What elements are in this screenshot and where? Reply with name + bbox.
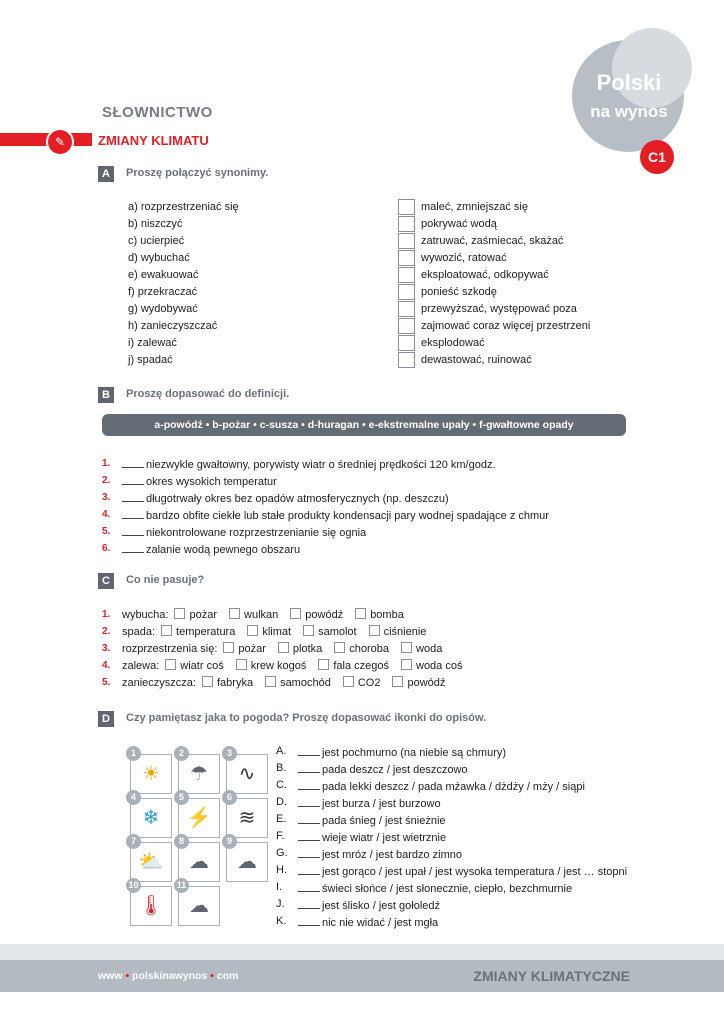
wind-icon: ∿	[226, 754, 268, 794]
answer-blank[interactable]	[298, 813, 320, 824]
synonym-left-item: g) wydobywać	[128, 303, 198, 315]
description-letter: J.	[276, 898, 285, 910]
synonym-left-item: j) spadać	[128, 354, 173, 366]
description-letter: D.	[276, 796, 287, 808]
synonym-right-item: wywozić, ratować	[421, 252, 507, 264]
option-checkbox[interactable]	[401, 642, 412, 653]
description-letter: I.	[276, 881, 283, 893]
option-label: wiatr coś	[180, 660, 224, 672]
logo-circle-accent	[612, 28, 692, 108]
option-checkbox[interactable]	[401, 659, 412, 670]
item-number: 2.	[102, 475, 111, 486]
fog-icon: ≋	[226, 798, 268, 838]
row-label: wybucha:	[122, 609, 169, 621]
option-checkbox[interactable]	[278, 642, 289, 653]
description-text: jest gorąco / jest upał / jest wysoka temperatura / jest … stopni	[322, 866, 628, 878]
definition-text: niekontrolowane rozprzestrzenianie się ognia	[146, 527, 367, 539]
option-label: ciśnienie	[383, 626, 427, 638]
answer-blank[interactable]	[298, 864, 320, 875]
section-c-instruction: Co nie pasuje?	[126, 574, 205, 586]
item-number: 5.	[102, 526, 111, 537]
item-number: 3.	[102, 492, 111, 503]
description-item	[298, 830, 446, 844]
icon-number: 7	[126, 834, 141, 849]
option-label: pożar	[189, 609, 218, 621]
description-letter: H.	[276, 864, 287, 876]
option-label: pożar	[238, 643, 266, 655]
synonym-right-item: pokrywać wodą	[421, 218, 497, 230]
icon-number: 1	[126, 746, 141, 761]
option-checkbox[interactable]	[369, 625, 380, 636]
section-b-instruction: Proszę dopasować do definicji.	[126, 388, 290, 400]
option-label: temperatura	[176, 626, 236, 638]
option-checkbox[interactable]	[265, 676, 276, 687]
footer-url-part1: www	[98, 970, 123, 982]
description-letter: C.	[276, 779, 287, 791]
synonym-right-item: dewastować, ruinować	[421, 354, 532, 366]
option-label: fala czegoś	[333, 660, 389, 672]
description-letter: B.	[276, 762, 287, 774]
option-checkbox[interactable]	[303, 625, 314, 636]
odd-one-out-row	[122, 676, 451, 689]
answer-blank[interactable]	[122, 508, 144, 519]
sun-icon: ☀	[130, 754, 172, 794]
description-item	[298, 864, 627, 878]
answer-blank[interactable]	[298, 796, 320, 807]
definition-text: okres wysokich temperatur	[146, 476, 277, 488]
description-letter: G.	[276, 847, 288, 859]
option-checkbox[interactable]	[247, 625, 258, 636]
synonym-right-item: zatruwać, zaśmiecać, skażać	[421, 235, 564, 247]
description-text: pada śnieg / jest śnieżnie	[322, 815, 446, 827]
definition-item	[122, 508, 549, 522]
description-text: nic nie widać / jest mgła	[322, 917, 439, 929]
option-checkbox[interactable]	[165, 659, 176, 670]
answer-box[interactable]	[398, 216, 415, 232]
description-item	[298, 779, 585, 793]
definition-text: długotrwały okres bez opadów atmosferycznych (np. deszczu)	[146, 493, 449, 505]
odd-one-out-row	[122, 642, 448, 655]
synonym-left-item: i) zalewać	[128, 337, 177, 349]
description-letter: A.	[276, 745, 287, 757]
option-checkbox[interactable]	[229, 608, 240, 619]
logo-line2: na wynos	[590, 102, 668, 121]
option-label: choroba	[349, 643, 390, 655]
option-label: samochód	[280, 677, 331, 689]
description-item	[298, 796, 441, 810]
definition-item	[122, 525, 366, 539]
icon-number: 3	[222, 746, 237, 761]
item-number: 4.	[102, 660, 111, 671]
partly-cloudy-icon: ⛅	[130, 842, 172, 882]
answer-blank[interactable]	[122, 457, 144, 468]
synonym-left-item: d) wybuchać	[128, 252, 190, 264]
description-text: świeci słońce / jest słonecznie, ciepło, bezchmurnie	[322, 883, 573, 895]
synonym-right-item: przewyższać, występować poza	[421, 303, 577, 315]
footer-url-part3: com	[216, 970, 239, 982]
item-number: 5.	[102, 677, 111, 688]
snow-icon: ❄	[130, 798, 172, 838]
definition-text: bardzo obfite ciekłe lub stałe produkty kondensacji pary wodnej spadające z chmur	[146, 510, 549, 522]
icon-number: 11	[174, 878, 189, 893]
icon-number: 10	[126, 878, 141, 893]
description-text: wieje wiatr / jest wietrznie	[322, 832, 447, 844]
answer-blank[interactable]	[298, 830, 320, 841]
option-label: powódź	[305, 609, 344, 621]
answer-box[interactable]	[398, 267, 415, 283]
option-checkbox[interactable]	[343, 676, 354, 687]
logo-line1: Polski	[596, 70, 662, 95]
synonym-left-item: h) zanieczyszczać	[128, 320, 218, 332]
footer-url-dot: •	[210, 970, 214, 982]
description-text: jest ślisko / jest gołoledź	[322, 900, 440, 912]
answer-box[interactable]	[398, 233, 415, 249]
synonym-left-item: a) rozprzestrzeniać się	[128, 201, 239, 213]
description-text: pada deszcz / jest deszczowo	[322, 764, 468, 776]
description-item	[298, 745, 506, 759]
answer-box[interactable]	[398, 318, 415, 334]
description-letter: E.	[276, 813, 287, 825]
icon-number: 9	[222, 834, 237, 849]
section-c-letter: C	[98, 573, 114, 589]
definition-text: niezwykle gwałtowny, porywisty wiatr o średniej prędkości 120 km/godz.	[146, 459, 496, 471]
option-label: bomba	[370, 609, 404, 621]
answer-blank[interactable]	[298, 745, 320, 756]
answer-box[interactable]	[398, 284, 415, 300]
option-label: plotka	[292, 643, 323, 655]
section-title: SŁOWNICTWO	[102, 104, 213, 121]
description-item	[298, 813, 446, 827]
definition-text: zalanie wodą pewnego obszaru	[146, 544, 301, 556]
answer-blank[interactable]	[298, 915, 320, 926]
hail-icon: ☁	[178, 842, 220, 882]
rain-icon: ☂	[178, 754, 220, 794]
synonym-right-item: maleć, zmniejszać się	[421, 201, 528, 213]
answer-box[interactable]	[398, 335, 415, 351]
answer-blank[interactable]	[122, 542, 144, 553]
answer-blank[interactable]	[298, 898, 320, 909]
description-item	[298, 898, 440, 912]
answer-box[interactable]	[398, 301, 415, 317]
synonym-right-item: eksploatować, odkopywać	[421, 269, 549, 281]
option-label: krew kogoś	[250, 660, 307, 672]
description-text: pada lekki deszcz / pada mżawka / dżdży / mży / siąpi	[322, 781, 585, 793]
item-number: 1.	[102, 609, 111, 620]
option-label: samolot	[318, 626, 357, 638]
item-number: 3.	[102, 643, 111, 654]
icon-number: 2	[174, 746, 189, 761]
footer-title: ZMIANY KLIMATYCZNE	[473, 968, 630, 984]
drizzle-icon: ☁	[226, 842, 268, 882]
synonym-left-item: f) przekraczać	[128, 286, 198, 298]
synonym-right-item: eksplodować	[421, 337, 485, 349]
option-label: fabryka	[216, 677, 254, 689]
row-label: spada:	[122, 626, 156, 638]
definition-item	[122, 474, 277, 488]
description-text: jest burza / jest burzowo	[322, 798, 441, 810]
footer-stripe	[0, 944, 724, 960]
section-d-instruction: Czy pamiętasz jaka to pogoda? Proszę dopasować ikonki do opisów.	[126, 712, 487, 724]
footer-url[interactable]	[98, 970, 238, 982]
definition-item	[122, 542, 300, 556]
odd-one-out-row	[122, 659, 468, 672]
row-label: rozprzestrzenia się:	[122, 643, 218, 655]
option-label: woda coś	[416, 660, 463, 672]
option-label: CO2	[357, 677, 381, 689]
option-checkbox[interactable]	[174, 608, 185, 619]
option-checkbox[interactable]	[318, 659, 329, 670]
description-text: jest pochmurno (na niebie są chmury)	[322, 747, 507, 759]
option-checkbox[interactable]	[161, 625, 172, 636]
option-checkbox[interactable]	[355, 608, 366, 619]
description-letter: F.	[276, 830, 285, 842]
row-label: zalewa:	[122, 660, 160, 672]
section-d-letter: D	[98, 711, 114, 727]
description-item	[298, 847, 462, 861]
description-letter: K.	[276, 915, 287, 927]
odd-one-out-row	[122, 608, 410, 621]
section-b-letter: B	[98, 387, 114, 403]
answer-box[interactable]	[398, 250, 415, 266]
answer-blank[interactable]	[298, 762, 320, 773]
option-label: wulkan	[244, 609, 279, 621]
icon-number: 5	[174, 790, 189, 805]
footer-url-dot: •	[125, 970, 130, 982]
option-checkbox[interactable]	[334, 642, 345, 653]
synonym-right-item: zajmować coraz więcej przestrzeni	[421, 320, 591, 332]
synonym-left-item: b) niszczyć	[128, 218, 183, 230]
word-bank: a-powódź • b-pożar • c-susza • d-huragan • e-ekstremalne upały • f-gwałtowne opady	[102, 414, 626, 436]
icon-number: 4	[126, 790, 141, 805]
level-badge: C1	[640, 140, 674, 174]
section-a-instruction: Proszę połączyć synonimy.	[126, 167, 269, 179]
item-number: 2.	[102, 626, 111, 637]
option-label: klimat	[262, 626, 292, 638]
answer-blank[interactable]	[298, 779, 320, 790]
answer-blank[interactable]	[298, 847, 320, 858]
row-label: zanieczyszcza:	[122, 677, 196, 689]
synonym-left-item: e) ewakuować	[128, 269, 199, 281]
thermometer-icon: 🌡	[130, 886, 172, 926]
footer-url-part2: polskinawynos	[132, 970, 208, 982]
description-text: jest mróz / jest bardzo zimno	[322, 849, 462, 861]
option-checkbox[interactable]	[202, 676, 213, 687]
answer-blank[interactable]	[122, 491, 144, 502]
icon-number: 8	[174, 834, 189, 849]
option-checkbox[interactable]	[392, 676, 403, 687]
item-number: 6.	[102, 543, 111, 554]
answer-blank[interactable]	[122, 525, 144, 536]
option-checkbox[interactable]	[223, 642, 234, 653]
storm-icon: ⚡	[178, 798, 220, 838]
section-a-letter: A	[98, 166, 114, 182]
option-label: woda	[416, 643, 443, 655]
description-item	[298, 762, 468, 776]
topic-title: ZMIANY KLIMATU	[98, 133, 209, 148]
item-number: 4.	[102, 509, 111, 520]
definition-item	[122, 491, 449, 505]
answer-blank[interactable]	[298, 881, 320, 892]
topic-icon: ✎	[46, 128, 74, 156]
description-item	[298, 915, 438, 929]
item-number: 1.	[102, 458, 111, 469]
option-checkbox[interactable]	[236, 659, 247, 670]
option-checkbox[interactable]	[290, 608, 301, 619]
definition-item	[122, 457, 496, 471]
icon-number: 6	[222, 790, 237, 805]
windy-cloud-icon: ☁	[178, 886, 220, 926]
answer-blank[interactable]	[122, 474, 144, 485]
answer-box[interactable]	[398, 352, 415, 368]
description-item	[298, 881, 572, 895]
option-label: powódź	[407, 677, 446, 689]
synonym-right-item: ponieść szkodę	[421, 286, 497, 298]
answer-box[interactable]	[398, 199, 415, 215]
odd-one-out-row	[122, 625, 432, 638]
synonym-left-item: c) ucierpieć	[128, 235, 185, 247]
